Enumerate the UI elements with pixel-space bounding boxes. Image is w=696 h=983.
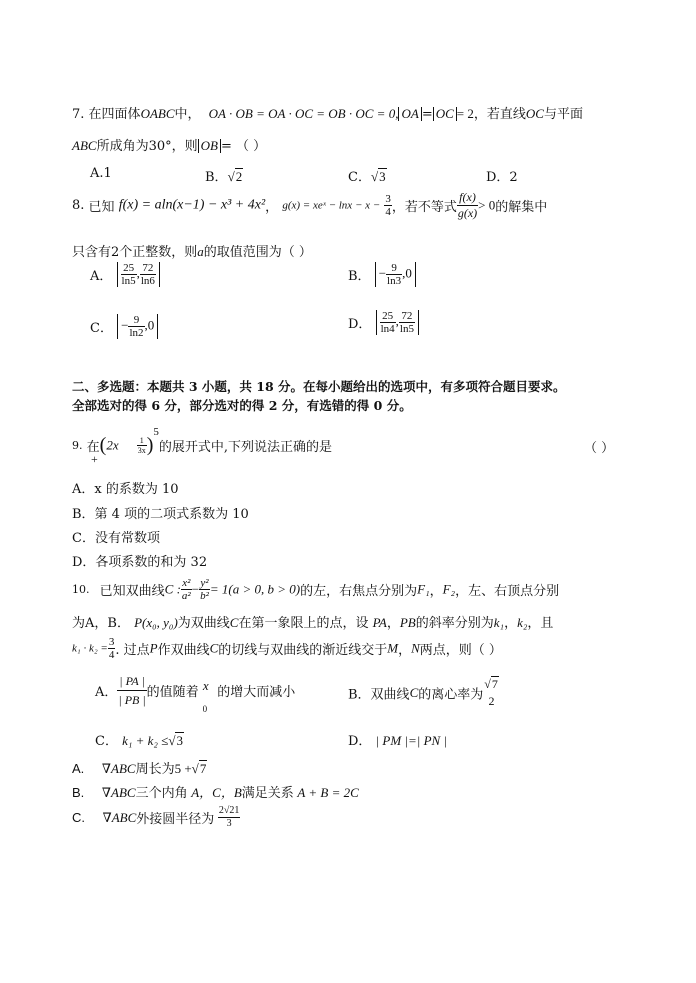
q8-a-left-frac xyxy=(121,262,137,287)
extra-c-d: 3 xyxy=(226,818,232,829)
q8-gx: g(x) = xeˣ − lnx − x − xyxy=(282,199,381,212)
q10-option-b-label: B．双曲线 xyxy=(348,687,410,703)
q8-a-r2: ln6 xyxy=(140,275,155,287)
q8-ineq-den: g(x) xyxy=(457,206,478,220)
q7-option-a[interactable]: A.1 xyxy=(90,166,112,181)
q10-text5: 为双曲线 xyxy=(177,616,230,631)
q10-b-num: √7 xyxy=(484,677,498,691)
q10-x2: x² xyxy=(182,577,191,589)
q9-option-d[interactable]: D．各项系数的和为 32 xyxy=(72,555,208,570)
q8-option-a-label: A． xyxy=(90,269,113,284)
q10-frac-y xyxy=(199,577,210,602)
q10-a-frac xyxy=(117,672,146,709)
q8-text3: 的解集中 xyxy=(495,200,548,215)
q10-pa: PA xyxy=(372,615,387,630)
q10-k1: k₁ xyxy=(493,615,505,630)
q7-text4: 与平面 xyxy=(543,107,583,122)
extra-c-frac xyxy=(218,805,241,830)
q7-text2: 中， xyxy=(174,107,201,122)
q10-line1 xyxy=(72,577,559,613)
extra-option-a[interactable] xyxy=(72,758,207,777)
q8-a-r1: 72 xyxy=(140,262,156,275)
q7-oc: OC xyxy=(525,106,544,121)
q10-text3: ，左、右顶点分别 xyxy=(455,584,560,599)
q8-c-tail: ,0 xyxy=(144,317,155,333)
q10-curve-c: C : xyxy=(164,581,181,597)
q7-line2 xyxy=(72,135,266,154)
q8-ineq-rel: > 0 xyxy=(478,197,496,213)
q8-b-frac xyxy=(386,262,402,287)
q9-number: 9. xyxy=(72,439,83,452)
q7-option-b[interactable] xyxy=(205,166,243,185)
q10-text2: 的左，右焦点分别为 xyxy=(300,584,418,599)
q8-text2: ，若不等式 xyxy=(391,200,457,215)
q8-option-a[interactable] xyxy=(90,262,160,298)
q9-text2: 的展开式中,下列说法正确的是 xyxy=(158,440,333,455)
q10-text4: 为A，B． xyxy=(72,616,130,631)
q10-f1: F₁ xyxy=(417,581,430,597)
extra-a-tri: ∇ABC xyxy=(101,761,136,776)
q9-expr: 2x xyxy=(106,437,119,453)
q10-p2: P xyxy=(149,640,158,656)
extra-a-val: 5 + xyxy=(174,761,192,776)
q8-text: 已知 xyxy=(88,200,115,215)
q8-sep: ， xyxy=(265,200,279,215)
q8-line2 xyxy=(72,241,312,260)
extra-a-sqrt: √7 xyxy=(191,761,207,776)
q8-option-c[interactable] xyxy=(90,314,158,352)
q7-abc: ABC xyxy=(72,138,97,153)
q8-ineq-frac xyxy=(457,190,478,221)
extra-option-c[interactable] xyxy=(72,805,240,841)
q9-frac xyxy=(137,436,147,455)
q9-option-b[interactable]: B．第 4 项的二项式系数为 10 xyxy=(72,507,249,522)
q10-k-den: 4 xyxy=(108,649,115,661)
q10-text8: ，且 xyxy=(527,616,554,631)
extra-a-text: 周长为 xyxy=(135,761,175,776)
q7-text5: 所成角为30°，则 xyxy=(96,139,198,154)
q10-k-product: k₁ · k₂ = xyxy=(72,642,108,655)
q7-number: 7. xyxy=(72,107,85,122)
q9-frac-d: 3x xyxy=(137,446,146,455)
q10-c-rad: 3 xyxy=(176,733,183,748)
q9-frac-n: 1 xyxy=(137,436,147,446)
extra-b-vars: A，C，B xyxy=(191,785,242,800)
q7-text6: = （ ） xyxy=(220,139,267,154)
q7-text3: ，若直线 xyxy=(473,107,526,122)
q10-b-rad: 7 xyxy=(491,677,498,691)
q8-b-tail: ,0 xyxy=(402,265,412,281)
q8-c-frac xyxy=(128,314,144,339)
q10-b2: b² xyxy=(200,590,209,602)
q7-sqrt3: √3 xyxy=(370,169,386,184)
q8-d-r1: 72 xyxy=(399,310,415,323)
q10-line2 xyxy=(72,612,553,631)
q8-ineq-num: f(x) xyxy=(457,190,478,206)
q10-line3 xyxy=(72,636,502,672)
q8-a-right-frac xyxy=(140,262,156,287)
q8-fx: f(x) = aln(x−1) − x³ + 4x² xyxy=(118,197,266,213)
q7-mod-ob: OB xyxy=(198,139,221,153)
extra-c-n: 2√21 xyxy=(218,805,240,816)
q10-a2: a² xyxy=(181,590,191,602)
q10-a-text2: 的增大而减小 xyxy=(217,685,296,700)
q8-option-b[interactable] xyxy=(348,262,416,298)
q8-c-n: 9 xyxy=(128,314,144,327)
q10-point-p: P(x₀, y₀) xyxy=(134,615,178,630)
q10-text12: 两点，则（ ） xyxy=(419,643,502,658)
q8-option-b-interval: − $\frac{9}{\ln 3}$ ,0 xyxy=(375,262,416,287)
q7-sqrt2: √2 xyxy=(227,169,243,184)
q10-m: M xyxy=(387,640,399,656)
q10-text10: 作双曲线 xyxy=(157,643,210,658)
q10-text11: 的切线与双曲线的渐近线交于 xyxy=(218,643,388,658)
q10-c: C xyxy=(229,615,239,630)
extra-b-tri: ∇ABC xyxy=(101,785,136,800)
q10-c2: C xyxy=(209,640,219,656)
q8-d-r2: ln5 xyxy=(399,323,414,335)
q10-y2: y² xyxy=(200,577,209,589)
q7-eq: = xyxy=(421,107,433,122)
q10-b-text: 的离心率为 xyxy=(418,687,484,703)
q10-f2: F₂ xyxy=(442,581,456,597)
section2-line2: 全部选对的得 6 分，部分选对的得 2 分，有选错的得 0 分。 xyxy=(72,398,412,413)
q10-b-c: C xyxy=(409,685,419,700)
q8-d-l1: 25 xyxy=(380,310,396,323)
q10-k2: k₂ xyxy=(517,615,528,630)
q10-condition: = 1(a > 0, b > 0) xyxy=(209,581,301,597)
q7-tetra: OABC xyxy=(140,106,175,121)
q9-paren-close: ) xyxy=(146,434,154,456)
q8-d-left-frac xyxy=(380,310,396,335)
q7-line1 xyxy=(72,103,583,122)
q7-eq2: = 2 xyxy=(456,106,474,121)
q8-option-d[interactable] xyxy=(348,310,419,346)
q10-text9: . 过点 xyxy=(115,643,150,658)
q10-option-a-label: A． xyxy=(95,685,118,700)
q10-a-x: x xyxy=(202,678,209,693)
q9-line1 xyxy=(72,426,332,460)
q10-option-d[interactable] xyxy=(348,730,447,749)
q9-option-c[interactable]: C．没有常数项 xyxy=(72,531,160,546)
q8-option-a-interval: $\frac{25}{\ln 5}$ , $\frac{72}{\ln 6}$ xyxy=(117,262,160,287)
q10-option-d-label: D． xyxy=(348,734,372,749)
q10-option-a[interactable] xyxy=(95,672,295,718)
q10-comma: ， xyxy=(429,584,443,599)
q10-a-sub: 0 xyxy=(202,703,208,714)
q8-option-d-label: D． xyxy=(348,317,372,332)
q7-option-d[interactable]: D．2 xyxy=(486,170,518,185)
q10-text7: 的斜率分别为 xyxy=(415,616,494,631)
q10-text: 已知双曲线 xyxy=(99,584,165,599)
q10-c-sqrt: √3 xyxy=(168,733,183,748)
q7-sqrt2-rad: 2 xyxy=(235,169,243,184)
q10-pb: PB xyxy=(399,615,416,630)
extra-option-b[interactable] xyxy=(72,782,359,801)
section2-line1: 二、多选题：本题共 3 小题，共 18 分。在每小题给出的选项中，有多项符合题目要求。 xyxy=(72,379,566,394)
extra-c-label: C. xyxy=(72,810,85,825)
q8-d-l2: ln4 xyxy=(380,323,395,335)
extra-c-text: 外接圆半径为 xyxy=(136,811,215,826)
q10-n: N xyxy=(411,640,420,656)
q10-text6: 在第一象限上的点，设 xyxy=(238,616,369,631)
extra-b-text2: 满足关系 xyxy=(241,785,294,800)
q9-text: 在 xyxy=(86,440,100,455)
q10-d-expr: | PM |=| PN | xyxy=(375,733,448,748)
q9-plus: + xyxy=(91,452,98,466)
q8-var-a: a xyxy=(197,244,204,259)
q8-number: 8. xyxy=(72,198,85,213)
q7-sqrt3-rad: 3 xyxy=(379,169,386,184)
q8-g-den: 4 xyxy=(385,206,391,218)
extra-b-label: B. xyxy=(72,785,85,800)
q10-comma3: ， xyxy=(504,616,518,631)
q10-a-text1: 的值随着 xyxy=(146,685,199,700)
q10-b-den: 2 xyxy=(488,694,495,708)
q8-option-c-label: C． xyxy=(90,321,113,336)
q7-option-c[interactable] xyxy=(348,166,387,185)
q10-option-c-label: C． xyxy=(95,734,118,749)
q8-line1 xyxy=(72,190,547,224)
q8-text4: 只含有2个正整数，则 xyxy=(72,245,198,260)
q10-option-c[interactable] xyxy=(95,730,184,749)
q8-text5: 的取值范围为（ ） xyxy=(203,245,312,260)
q7-text: 在四面体 xyxy=(88,107,141,122)
q7-mod-oa: OA xyxy=(398,107,421,121)
q10-a-d: | PB | xyxy=(118,693,146,707)
q7-mod-oc: OC xyxy=(433,107,457,121)
q7-option-b-label: B． xyxy=(205,170,228,185)
q8-b-n: 9 xyxy=(386,262,402,275)
q10-comma2: ， xyxy=(386,616,400,631)
extra-a-label: A. xyxy=(72,761,85,776)
q10-b-frac xyxy=(483,676,500,710)
q8-g-frac xyxy=(384,193,392,218)
extra-c-tri: ∇ABC xyxy=(102,809,137,825)
extra-a-rad: 7 xyxy=(199,761,207,776)
q10-comma4: ， xyxy=(398,643,412,658)
q8-a-l1: 25 xyxy=(121,262,137,275)
q10-c-expr: k₁ + k₂ ≤ xyxy=(122,733,169,748)
q9-option-a[interactable]: A．x 的系数为 10 xyxy=(72,482,179,497)
extra-b-text: 三个内角 xyxy=(135,785,188,800)
q10-k-num: 3 xyxy=(108,636,115,648)
q8-g-num: 3 xyxy=(385,193,391,205)
q8-option-c-interval: − $\frac{9}{\ln 2}$ ,0 xyxy=(117,314,158,339)
q9-answer-paren: （ ） xyxy=(584,441,615,456)
q8-option-d-interval: $\frac{25}{\ln 4}$ , $\frac{72}{\ln 5}$ xyxy=(376,310,419,335)
q8-a-l2: ln5 xyxy=(121,275,136,287)
extra-b-rel: A + B = 2C xyxy=(297,785,359,800)
q8-option-b-label: B． xyxy=(348,269,371,284)
q10-frac-x xyxy=(181,577,192,602)
q9-exponent: 5 xyxy=(153,426,159,438)
q10-minus: − xyxy=(191,581,200,597)
q9-paren-open: ( xyxy=(99,434,107,456)
q8-c-d: ln2 xyxy=(129,327,144,339)
q10-number: 10. xyxy=(72,583,90,596)
q10-option-b[interactable] xyxy=(348,676,500,720)
q7-condition: OA · OB = OA · OC = OB · OC = 0, xyxy=(208,106,399,121)
q8-d-right-frac xyxy=(399,310,415,335)
q7-option-c-label: C． xyxy=(348,170,371,185)
q8-b-d: ln3 xyxy=(387,275,402,287)
q10-a-n: | PA | xyxy=(117,672,146,691)
